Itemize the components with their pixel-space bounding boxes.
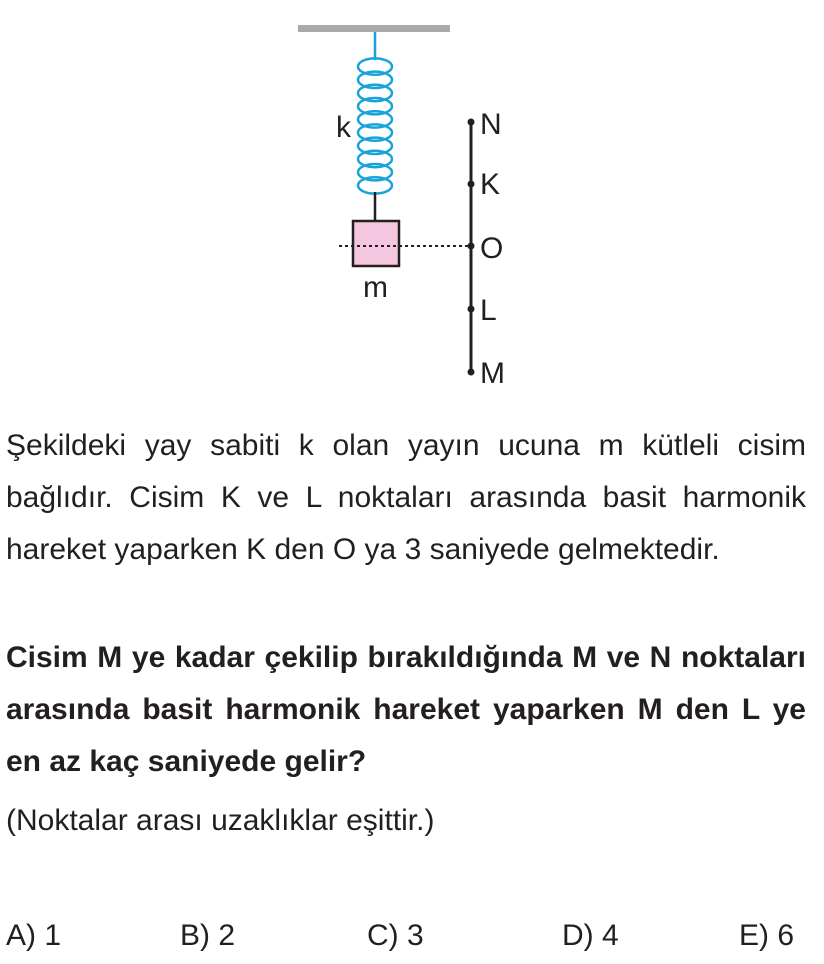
mass-block bbox=[353, 221, 399, 266]
point-M-label: M bbox=[480, 357, 505, 390]
problem-statement: Şekildeki yay sabiti k olan yayın ucuna m kütleli cisim bağlıdır. Cisim K ve L noktaları arasında basit harmonik hareket yaparken K den O ya 3 saniyede gelmektedir. bbox=[6, 429, 806, 566]
ceiling bbox=[298, 25, 450, 32]
option-c[interactable]: C) 3 bbox=[367, 919, 424, 952]
note-text: (Noktalar arası uzaklıklar eşittir.) bbox=[6, 804, 435, 837]
spring-constant-label: k bbox=[336, 111, 351, 144]
question-text: Cisim M ye kadar çekilip bırakıldığında M ve N noktaları arasında basit harmonik hareket yaparken M den L ye en az kaç saniyede gelir? bbox=[6, 641, 806, 778]
point-O-dot bbox=[468, 243, 475, 250]
point-O bbox=[468, 232, 504, 265]
option-e[interactable]: E) 6 bbox=[739, 919, 795, 952]
point-N bbox=[468, 108, 502, 141]
point-N-dot bbox=[468, 119, 475, 126]
spring-mass-diagram bbox=[0, 0, 824, 400]
point-N-label: N bbox=[480, 108, 502, 141]
option-a[interactable]: A) 1 bbox=[6, 919, 62, 952]
spring-coil bbox=[358, 58, 392, 193]
option-d[interactable]: D) 4 bbox=[562, 919, 619, 952]
point-M-dot bbox=[468, 369, 475, 376]
point-M bbox=[468, 357, 506, 390]
point-L-label: L bbox=[480, 294, 497, 327]
point-O-label: O bbox=[480, 232, 504, 265]
option-b[interactable]: B) 2 bbox=[180, 919, 236, 952]
point-K-label: K bbox=[480, 168, 501, 201]
point-L-dot bbox=[468, 306, 475, 313]
mass-label: m bbox=[363, 271, 388, 304]
point-K-dot bbox=[468, 181, 475, 188]
